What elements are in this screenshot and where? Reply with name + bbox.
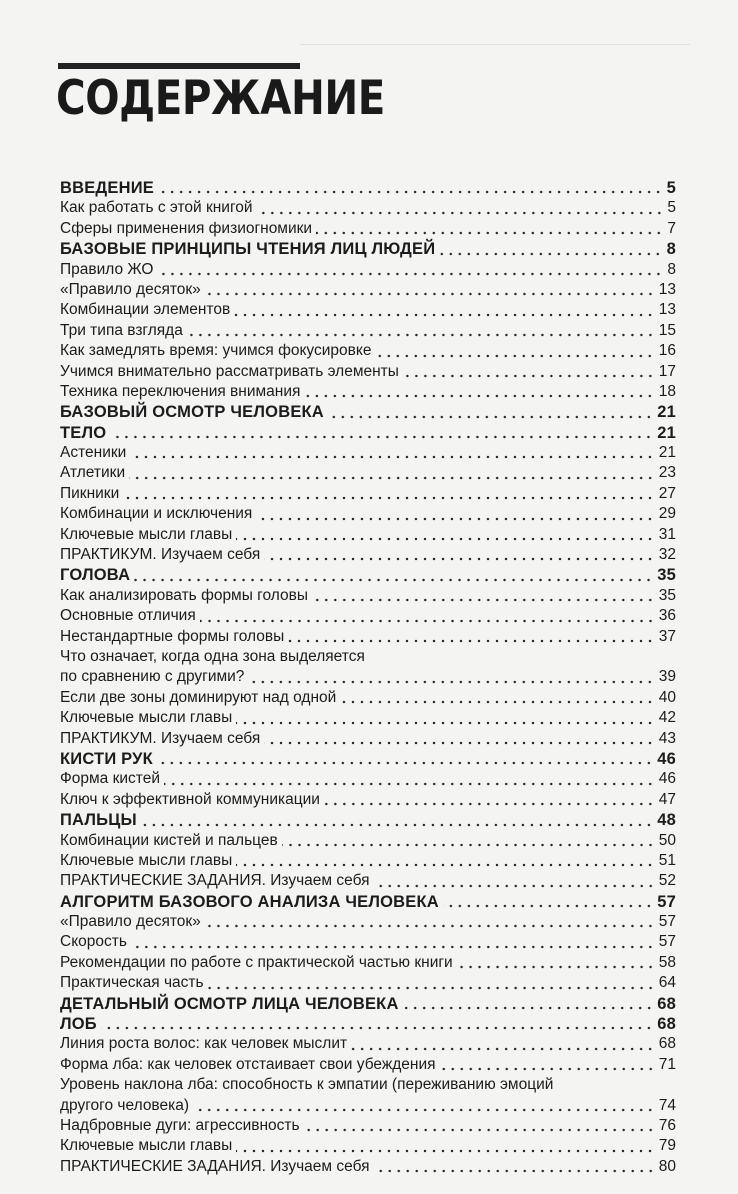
dot-leader (234, 313, 655, 317)
toc-entry[interactable] (60, 647, 676, 688)
toc-entry-label: Надбровные дуги: агрессивность (60, 1116, 300, 1134)
toc-entry[interactable] (60, 1055, 676, 1075)
toc-entry-label: Атлетики (60, 464, 126, 482)
toc-entry[interactable] (60, 851, 676, 871)
toc-page-number: 57 (658, 933, 676, 951)
toc-entry-label-cont: другого человека) (60, 1096, 190, 1114)
toc-page-number: 32 (658, 546, 676, 564)
toc-page-number: 71 (658, 1055, 676, 1073)
toc-page-number: 46 (657, 749, 676, 768)
dot-leader (403, 1006, 654, 1010)
toc-entry-label: Комбинации кистей и пальцев (60, 831, 278, 849)
toc-page-number: 57 (658, 913, 676, 931)
toc-entry-label: Три типа взгляда (60, 321, 183, 339)
toc-entry[interactable] (60, 382, 676, 402)
toc-section-heading[interactable] (60, 423, 676, 443)
toc-entry[interactable] (60, 443, 676, 463)
toc-page-number: 68 (657, 994, 676, 1013)
dot-leader (340, 700, 654, 704)
toc-entry-label: Практическая часть (60, 974, 204, 992)
toc-entry[interactable] (60, 1157, 676, 1177)
toc-entry-label: АЛГОРИТМ БАЗОВОГО АНАЛИЗА ЧЕЛОВЕКА (60, 892, 439, 911)
dot-leader (257, 211, 664, 215)
dot-leader (324, 802, 655, 806)
toc-entry-label: ЛОБ (60, 1015, 97, 1034)
toc-entry-label: ВВЕДЕНИЕ (60, 179, 154, 197)
toc-page-number: 7 (667, 219, 676, 237)
toc-entry-label: Скорость (60, 933, 127, 951)
header-rule (300, 44, 690, 45)
toc-section-heading[interactable] (60, 1014, 676, 1034)
toc-page-number: 35 (658, 586, 676, 604)
toc-page-number: 35 (657, 566, 676, 585)
toc-entry-label: ПРАКТИКУМ. Изучаем себя (60, 546, 261, 564)
toc-page-number: 76 (658, 1116, 676, 1134)
toc-entry-label-cont: по сравнению с другими? (60, 668, 245, 686)
toc-section-heading[interactable] (60, 994, 676, 1014)
toc-entry[interactable] (60, 484, 676, 504)
toc-section-heading[interactable] (60, 565, 676, 585)
toc-section-heading[interactable] (60, 178, 676, 198)
dot-leader (123, 496, 655, 500)
toc-page-number: 48 (657, 811, 676, 830)
toc-entry-label: Уровень наклона лба: способность к эмпатии (переживанию эмоций (60, 1076, 554, 1094)
toc-entry[interactable] (60, 321, 676, 341)
toc-entry[interactable] (60, 953, 676, 973)
toc-entry-label: Правило ЖО (60, 260, 154, 278)
toc-page-number: 5 (667, 199, 676, 217)
dot-leader (208, 986, 655, 990)
toc-entry-label: Как работать с этой книгой (60, 199, 253, 217)
toc-entry[interactable] (60, 932, 676, 952)
toc-entry[interactable] (60, 300, 676, 320)
dot-leader (288, 639, 655, 643)
toc-section-heading[interactable] (60, 892, 676, 912)
toc-page-number: 50 (658, 831, 676, 849)
toc-page-number: 37 (658, 627, 676, 645)
toc-entry[interactable] (60, 790, 676, 810)
toc-page-number: 47 (658, 790, 676, 808)
toc-page-number: 79 (658, 1137, 676, 1155)
dot-leader (248, 680, 654, 684)
toc-page-number: 21 (658, 444, 676, 462)
toc-entry[interactable] (60, 219, 676, 239)
toc-entry[interactable] (60, 1136, 676, 1156)
dot-leader (374, 884, 655, 888)
dot-leader (236, 863, 654, 867)
dot-leader (282, 843, 655, 847)
dot-leader (200, 619, 655, 623)
toc-entry-label: ПАЛЬЦЫ (60, 811, 137, 830)
toc-entry[interactable] (60, 769, 676, 789)
title-rule (58, 63, 300, 69)
toc-entry-label: Пикники (60, 484, 120, 502)
toc-section-heading[interactable] (60, 239, 676, 259)
page-title: СОДЕРЖАНИЕ (56, 71, 385, 126)
toc-entry-label: Комбинации и исключения (60, 505, 253, 523)
toc-entry-label: Техника переключения внимания (60, 382, 301, 400)
toc-entry[interactable] (60, 362, 676, 382)
toc-entry[interactable] (60, 341, 676, 361)
dot-leader (131, 945, 655, 949)
toc-page-number: 52 (658, 872, 676, 890)
toc-page-number: 43 (658, 729, 676, 747)
toc-page-number: 31 (658, 525, 676, 543)
toc-entry-label: ТЕЛО (60, 423, 107, 442)
toc-entry-label: Рекомендации по работе с практической частью книги (60, 953, 453, 971)
toc-entry-label: Нестандартные формы головы (60, 627, 285, 645)
toc-entry-label: ДЕТАЛЬНЫЙ ОСМОТР ЛИЦА ЧЕЛОВЕКА (60, 994, 399, 1013)
dot-leader (457, 965, 655, 969)
toc-page-number: 21 (657, 423, 676, 442)
toc-entry-label: КИСТИ РУК (60, 749, 153, 768)
toc-entry-label: Астеники (60, 444, 127, 462)
dot-leader (205, 924, 655, 928)
toc-entry-label: Ключевые мысли главы (60, 1137, 233, 1155)
toc-entry-label: Линия роста волос: как человек мыслит (60, 1035, 348, 1053)
toc-page-number: 39 (658, 668, 676, 686)
dot-leader (374, 1169, 655, 1173)
toc-page-number: 57 (657, 892, 676, 911)
toc-entry-label: ПРАКТИЧЕСКИЕ ЗАДАНИЯ. Изучаем себя (60, 872, 370, 890)
dot-leader (328, 415, 653, 419)
dot-leader (403, 374, 655, 378)
dot-leader (205, 292, 655, 296)
dot-leader (157, 761, 653, 765)
dot-leader (236, 537, 654, 541)
dot-leader (440, 1067, 655, 1071)
toc-page-number: 68 (657, 1015, 676, 1034)
toc-page-number: 8 (666, 240, 676, 259)
dot-leader (316, 231, 663, 235)
toc-entry[interactable] (60, 525, 676, 545)
toc-entry-label: Ключевые мысли главы (60, 525, 233, 543)
table-of-contents (60, 178, 676, 1177)
toc-section-heading[interactable] (60, 749, 676, 769)
dot-leader (304, 1128, 655, 1132)
dot-leader (110, 435, 653, 439)
toc-page-number: 5 (666, 179, 676, 197)
toc-page-number: 29 (658, 505, 676, 523)
toc-entry[interactable] (60, 1034, 676, 1054)
toc-entry-label: ПРАКТИКУМ. Изучаем себя (60, 729, 261, 747)
toc-entry-label: Ключевые мысли главы (60, 851, 233, 869)
toc-page-number: 15 (658, 321, 676, 339)
dot-leader (129, 476, 655, 480)
dot-leader (101, 1026, 653, 1030)
dot-leader (130, 455, 654, 459)
toc-entry[interactable] (60, 871, 676, 891)
dot-leader (164, 782, 655, 786)
toc-page-number: 51 (658, 851, 676, 869)
toc-entry[interactable] (60, 504, 676, 524)
toc-entry[interactable] (60, 831, 676, 851)
toc-entry[interactable] (60, 1116, 676, 1136)
toc-entry-label: Как анализировать формы головы (60, 586, 308, 604)
dot-leader (312, 598, 655, 602)
toc-entry[interactable] (60, 545, 676, 565)
dot-leader (439, 252, 662, 256)
toc-entry-label: Ключевые мысли главы (60, 709, 233, 727)
toc-page-number: 68 (658, 1035, 676, 1053)
dot-leader (158, 190, 663, 194)
toc-page-number: 13 (658, 301, 676, 319)
toc-entry-label: ГОЛОВА (60, 566, 131, 585)
dot-leader (375, 354, 654, 358)
toc-entry[interactable] (60, 973, 676, 993)
toc-entry[interactable] (60, 729, 676, 749)
toc-entry-label: Ключ к эффективной коммуникации (60, 790, 320, 808)
toc-entry-label: Учимся внимательно рассматривать элементы (60, 362, 399, 380)
toc-page-number: 42 (658, 709, 676, 727)
dot-leader (443, 904, 653, 908)
toc-entry-label: «Правило десяток» (60, 280, 201, 298)
toc-entry[interactable] (60, 586, 676, 606)
dot-leader (304, 394, 654, 398)
dot-leader (351, 1047, 655, 1051)
toc-section-heading[interactable] (60, 810, 676, 830)
toc-page-number: 74 (658, 1096, 676, 1114)
toc-entry-label: БАЗОВЫЕ ПРИНЦИПЫ ЧТЕНИЯ ЛИЦ ЛЮДЕЙ (60, 240, 436, 259)
toc-entry[interactable] (60, 606, 676, 626)
dot-leader (264, 557, 655, 561)
toc-page-number: 36 (658, 607, 676, 625)
toc-entry[interactable] (60, 708, 676, 728)
toc-page-number: 8 (667, 260, 676, 278)
toc-entry-label: ПРАКТИЧЕСКИЕ ЗАДАНИЯ. Изучаем себя (60, 1157, 370, 1175)
toc-entry[interactable] (60, 260, 676, 280)
toc-entry[interactable] (60, 627, 676, 647)
toc-page-number: 17 (658, 362, 676, 380)
dot-leader (193, 1108, 655, 1112)
toc-page-number: 40 (658, 688, 676, 706)
toc-entry-label: Основные отличия (60, 607, 196, 625)
dot-leader (187, 333, 655, 337)
dot-leader (256, 517, 654, 521)
toc-page-number: 16 (658, 342, 676, 360)
toc-page-number: 13 (658, 280, 676, 298)
toc-entry[interactable] (60, 688, 676, 708)
toc-page-number: 21 (657, 403, 676, 422)
dot-leader (134, 578, 653, 582)
toc-entry[interactable] (60, 280, 676, 300)
toc-entry-label: Как замедлять время: учимся фокусировке (60, 342, 372, 360)
toc-entry-label: БАЗОВЫЙ ОСМОТР ЧЕЛОВЕКА (60, 403, 324, 422)
toc-entry-label: Комбинации элементов (60, 301, 231, 319)
toc-page-number: 23 (658, 464, 676, 482)
dot-leader (141, 823, 653, 827)
toc-page-number: 80 (658, 1157, 676, 1175)
dot-leader (236, 1149, 654, 1153)
dot-leader (157, 272, 663, 276)
toc-page-number: 46 (658, 770, 676, 788)
toc-entry-label: Форма лба: как человек отстаивает свои убеждения (60, 1055, 436, 1073)
toc-entry[interactable] (60, 1075, 676, 1116)
toc-entry-label: Что означает, когда одна зона выделяется (60, 647, 365, 665)
toc-entry-label: Форма кистей (60, 770, 161, 788)
toc-entry-label: «Правило десяток» (60, 913, 201, 931)
toc-page-number: 18 (658, 382, 676, 400)
dot-leader (264, 741, 655, 745)
dot-leader (236, 721, 654, 725)
toc-entry[interactable] (60, 463, 676, 483)
toc-entry[interactable] (60, 198, 676, 218)
toc-entry-label: Если две зоны доминируют над одной (60, 688, 337, 706)
toc-page-number: 64 (658, 974, 676, 992)
toc-page-number: 58 (658, 953, 676, 971)
toc-entry[interactable] (60, 912, 676, 932)
toc-section-heading[interactable] (60, 402, 676, 422)
toc-page-number: 27 (658, 484, 676, 502)
toc-entry-label: Сферы применения физиогномики (60, 219, 313, 237)
